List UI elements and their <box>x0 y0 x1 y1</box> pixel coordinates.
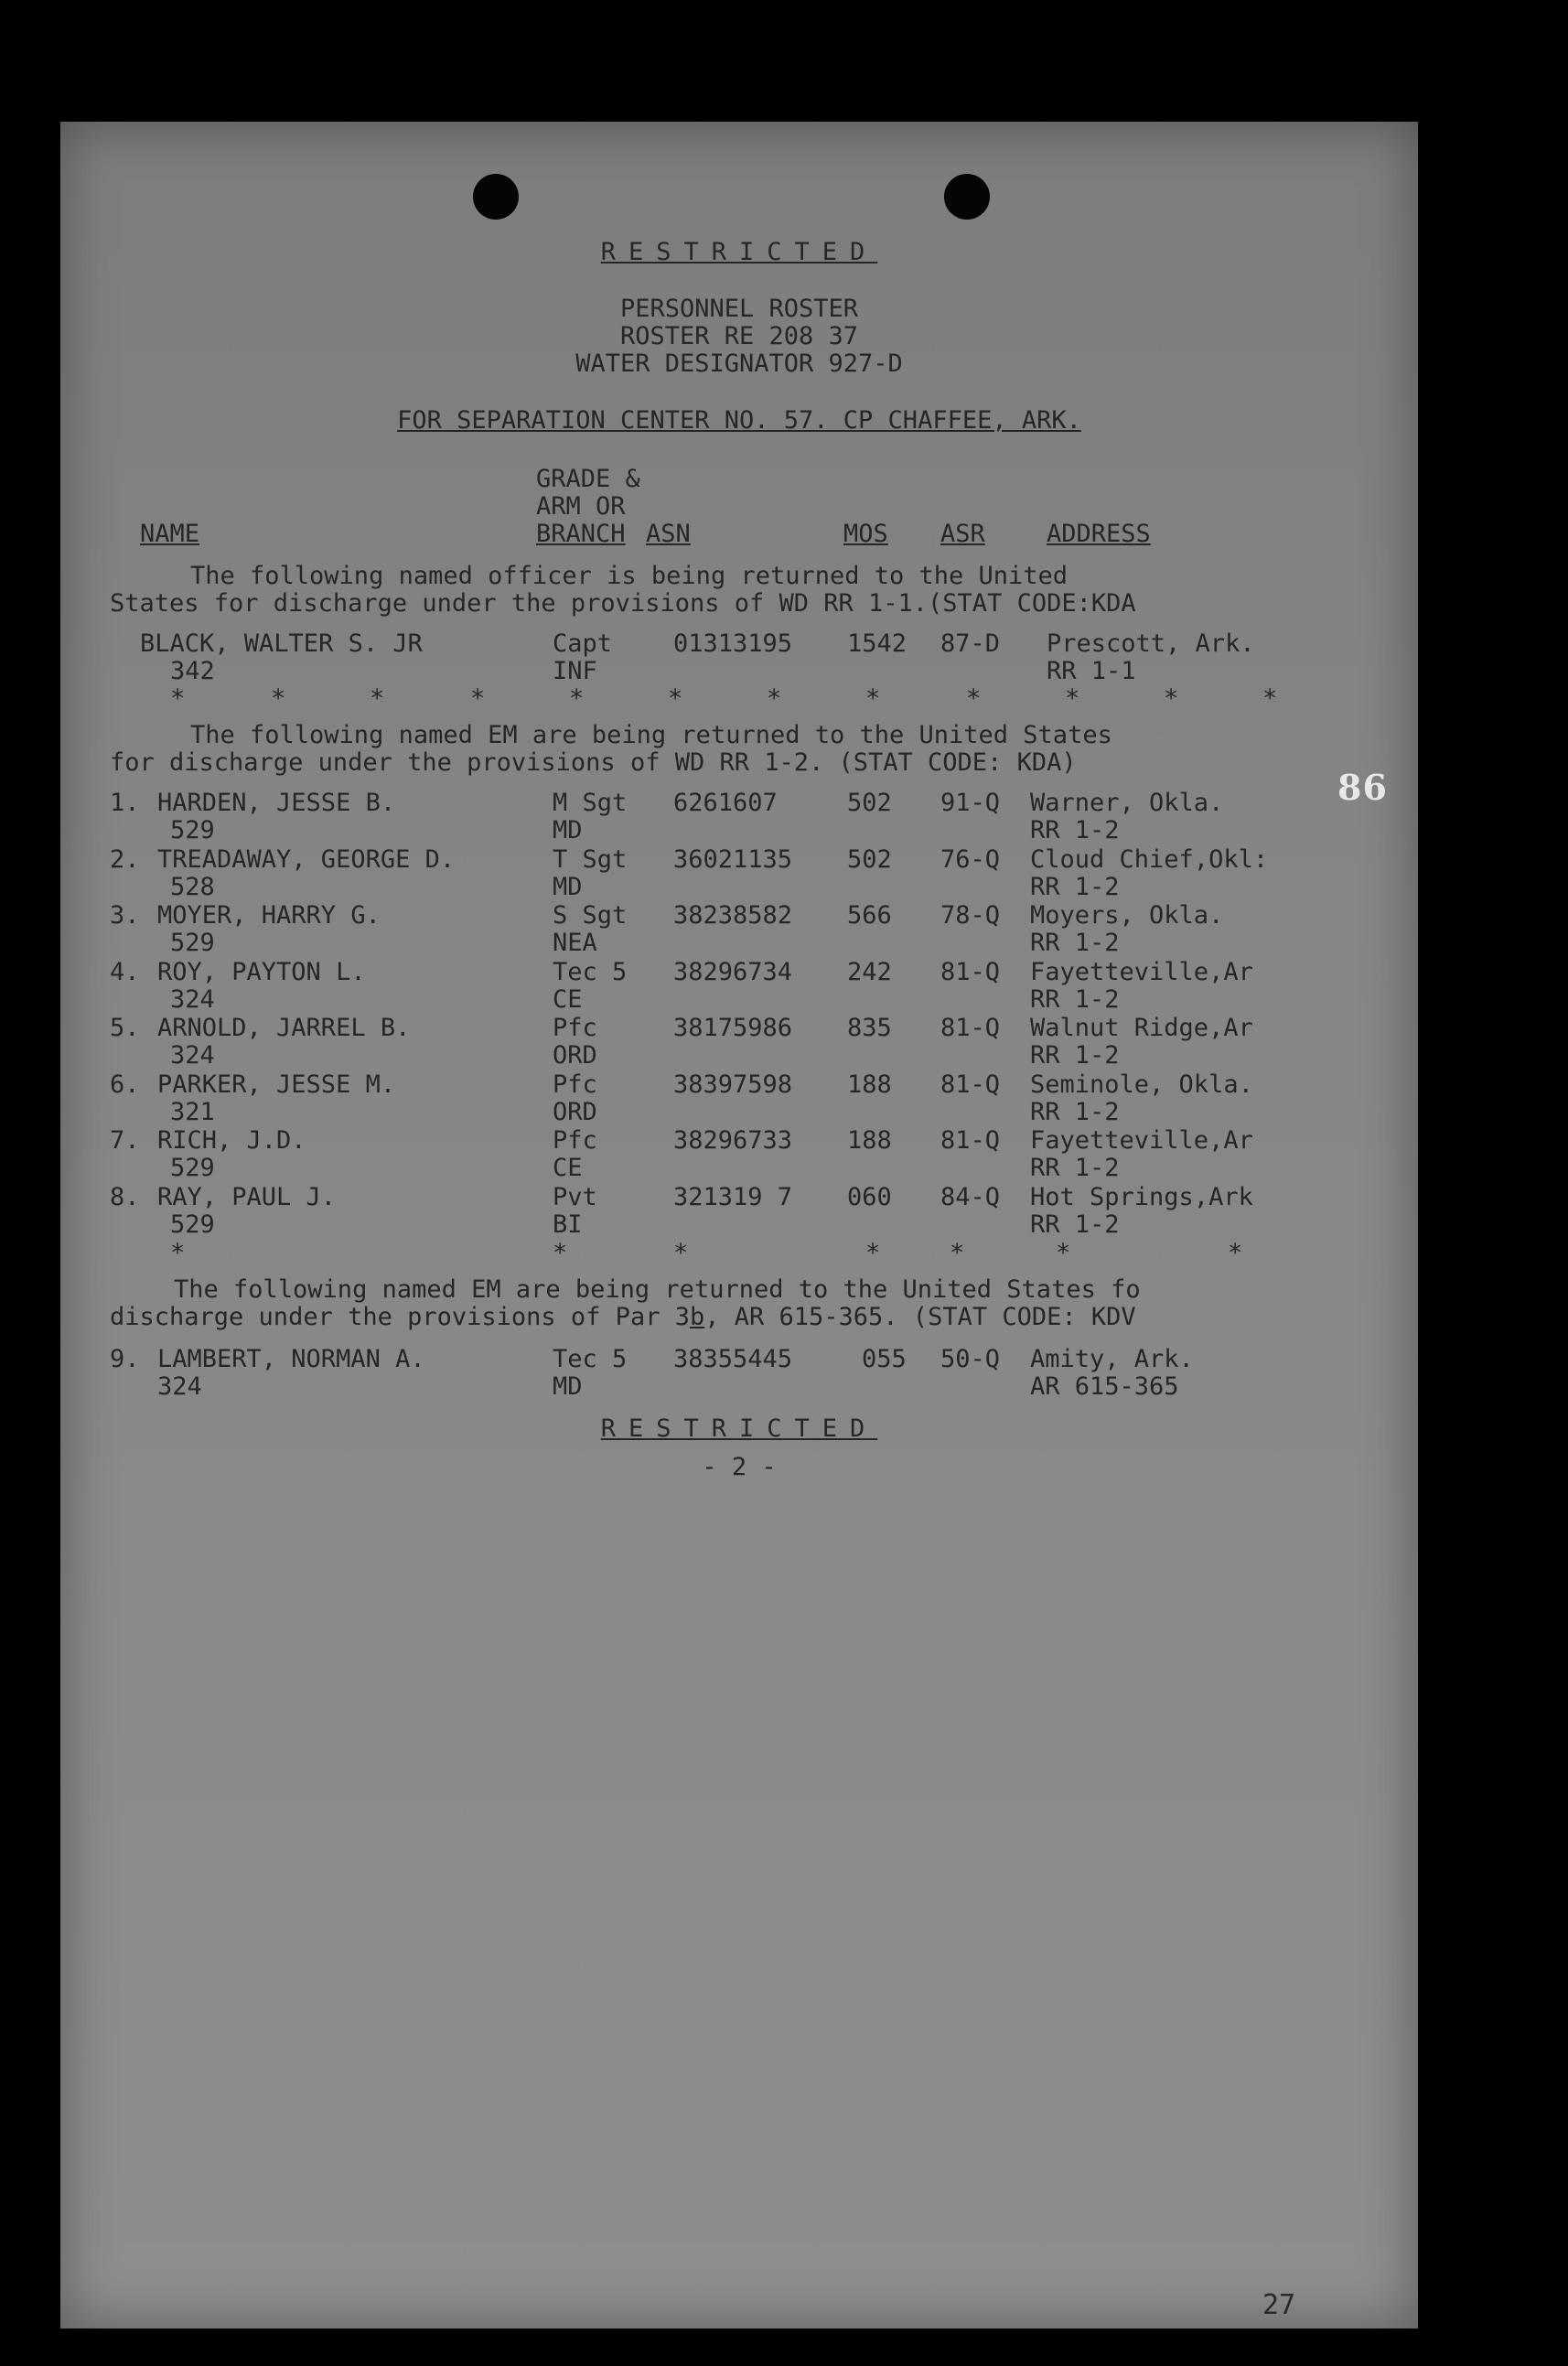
entry-name: MOYER, HARRY G. <box>157 901 381 930</box>
separator-star: * <box>966 684 982 713</box>
entry-branch: MD <box>553 1372 583 1401</box>
entry-authority: RR 1-2 <box>1030 984 1120 1014</box>
separator-star: * <box>673 1239 689 1267</box>
separator-star: * <box>1065 684 1080 713</box>
separator-star: * <box>1262 684 1278 713</box>
entry-asn: 38397598 <box>673 1070 793 1099</box>
entry-address: Fayetteville,Ar <box>1030 1126 1253 1155</box>
grade-header-1: GRADE & <box>536 465 640 493</box>
entry-mos: 188 <box>847 1126 892 1155</box>
separator-star: * <box>950 1239 965 1267</box>
em1-intro-1: The following named EM are being returned to the United States <box>190 721 1112 749</box>
entry-address: Seminole, Okla. <box>1030 1070 1253 1099</box>
entry-grade: Pfc <box>553 1070 597 1099</box>
entry-address: Prescott, Ark. <box>1047 629 1255 658</box>
separator-star: * <box>1056 1239 1071 1267</box>
destination-line: FOR SEPARATION CENTER NO. 57. CP CHAFFEE, ARK. <box>397 406 1081 435</box>
entry-asr: 81-Q <box>940 1014 1001 1042</box>
entry-mos: 055 <box>862 1345 907 1373</box>
em2-intro-2c: , AR 615-365. (STAT CODE: KDV <box>704 1303 1136 1331</box>
entry-address: Moyers, Okla. <box>1030 901 1224 930</box>
entry-asr: 78-Q <box>940 901 1001 930</box>
entry-authority: RR 1-2 <box>1030 816 1120 844</box>
entry-authority: AR 615-365 <box>1030 1372 1179 1401</box>
separator-star: * <box>170 1239 186 1267</box>
separator-star: * <box>1164 684 1179 713</box>
entry-branch: CE <box>553 1154 583 1182</box>
entry-asr: 84-Q <box>940 1182 1001 1211</box>
separator-star: * <box>865 1239 881 1267</box>
entry-branch: MD <box>553 816 583 844</box>
entry-address: Amity, Ark. <box>1030 1345 1194 1373</box>
address-header: ADDRESS <box>1047 520 1151 548</box>
entry-asr: 81-Q <box>940 1126 1001 1155</box>
entry-authority: RR 1-2 <box>1030 1154 1120 1182</box>
entry-asn: 38238582 <box>673 901 793 930</box>
em2-intro-2b: b <box>689 1303 705 1331</box>
em2-intro-1: The following named EM are being returned to the United States fo <box>174 1275 1141 1304</box>
entry-number: 4. <box>110 957 140 986</box>
classification-bottom: RESTRICTED <box>600 1414 878 1443</box>
entry-mos: 502 <box>847 789 892 817</box>
entry-branch: MD <box>553 872 583 901</box>
entry-branch: ORD <box>553 1097 597 1126</box>
officer-intro-2: States for discharge under the provisions of WD RR 1-1.(STAT CODE:KDA <box>110 589 1136 618</box>
separator-star: * <box>569 684 585 713</box>
asn-header: ASN <box>646 520 691 548</box>
entry-asn: 38175986 <box>673 1014 793 1042</box>
entry-mos: 566 <box>847 901 892 930</box>
grade-header-2: ARM OR <box>536 492 626 521</box>
entry-number: 9. <box>110 1345 140 1373</box>
separator-star: * <box>1228 1239 1243 1267</box>
entry-code: 342 <box>170 657 215 685</box>
asr-header: ASR <box>940 520 985 548</box>
entry-authority: RR 1-2 <box>1030 929 1120 957</box>
entry-name: RICH, J.D. <box>157 1126 306 1155</box>
entry-grade: Pfc <box>553 1014 597 1042</box>
entry-name: BLACK, WALTER S. JR <box>140 629 423 658</box>
entry-asn: 38355445 <box>673 1345 793 1373</box>
entry-grade: Pvt <box>553 1182 597 1211</box>
entry-grade: Pfc <box>553 1126 597 1155</box>
corner-number: 27 <box>1262 2289 1296 2321</box>
entry-authority: RR 1-2 <box>1030 872 1120 901</box>
entry-name: HARDEN, JESSE B. <box>157 789 396 817</box>
entry-grade: S Sgt <box>553 901 628 930</box>
entry-address: Walnut Ridge,Ar <box>1030 1014 1253 1042</box>
entry-grade: Tec 5 <box>553 957 628 986</box>
entry-authority: RR 1-2 <box>1030 1210 1120 1239</box>
entry-mos: 502 <box>847 844 892 874</box>
entry-authority: RR 1-2 <box>1030 1097 1120 1126</box>
entry-asr: 50-Q <box>940 1345 1001 1373</box>
entry-mos: 835 <box>847 1014 892 1042</box>
grade-header-3: BRANCH <box>536 520 626 548</box>
entry-address: Fayetteville,Ar <box>1030 957 1253 986</box>
entry-asr: 76-Q <box>940 844 1001 874</box>
separator-star: * <box>470 684 486 713</box>
roster-number: ROSTER RE 208 37 <box>619 322 859 350</box>
water-designator: WATER DESIGNATOR 927-D <box>575 350 903 378</box>
entry-mos: 1542 <box>847 629 908 658</box>
page-number: - 2 - <box>702 1453 777 1481</box>
document-body <box>60 122 1418 2328</box>
separator-star: * <box>271 684 286 713</box>
separator-star: * <box>370 684 385 713</box>
entry-authority: RR 1-1 <box>1047 657 1136 685</box>
entry-number: 8. <box>110 1182 140 1211</box>
separator-star: * <box>767 684 782 713</box>
entry-address: Hot Springs,Ark <box>1030 1182 1253 1211</box>
separator-star: * <box>865 684 881 713</box>
entry-code: 528 <box>170 872 215 901</box>
entry-number: 1. <box>110 789 140 817</box>
entry-mos: 060 <box>847 1182 892 1211</box>
entry-asn: 38296734 <box>673 957 793 986</box>
entry-code: 529 <box>170 1154 215 1182</box>
entry-authority: RR 1-2 <box>1030 1041 1120 1070</box>
entry-name: ARNOLD, JARREL B. <box>157 1014 411 1042</box>
entry-code: 529 <box>170 929 215 957</box>
entry-name: PARKER, JESSE M. <box>157 1070 396 1099</box>
entry-grade: T Sgt <box>553 844 628 874</box>
entry-asn: 6261607 <box>673 789 778 817</box>
entry-branch: ORD <box>553 1041 597 1070</box>
entry-name: TREADAWAY, GEORGE D. <box>157 844 456 874</box>
entry-name: ROY, PAYTON L. <box>157 957 366 986</box>
entry-code: 321 <box>170 1097 215 1126</box>
entry-number: 2. <box>110 844 140 874</box>
entry-code: 529 <box>170 1210 215 1239</box>
em2-intro-2a: discharge under the provisions of Par 3 <box>110 1303 690 1331</box>
name-header: NAME <box>140 520 200 548</box>
em1-intro-2: for discharge under the provisions of WD RR 1-2. (STAT CODE: KDA) <box>110 748 1077 777</box>
mos-header: MOS <box>843 520 888 548</box>
entry-asn: 01313195 <box>673 629 793 658</box>
classification-top: RESTRICTED <box>600 238 878 266</box>
entry-name: RAY, PAUL J. <box>157 1182 337 1211</box>
entry-name: LAMBERT, NORMAN A. <box>157 1345 425 1373</box>
officer-intro-1: The following named officer is being returned to the United <box>190 562 1069 590</box>
entry-number: 3. <box>110 901 140 930</box>
separator-star: * <box>553 1239 568 1267</box>
entry-asr: 81-Q <box>940 957 1001 986</box>
entry-number: 5. <box>110 1014 140 1042</box>
entry-number: 7. <box>110 1126 140 1155</box>
entry-grade: Tec 5 <box>553 1345 628 1373</box>
entry-code: 324 <box>170 1041 215 1070</box>
paper-sheet <box>60 122 1418 2328</box>
entry-branch: BI <box>553 1210 583 1239</box>
entry-grade: Capt <box>553 629 613 658</box>
entry-code: 529 <box>170 816 215 844</box>
entry-branch: NEA <box>553 929 597 957</box>
entry-branch: CE <box>553 984 583 1014</box>
em2-intro-2 <box>110 1304 1136 1331</box>
entry-asn: 38296733 <box>673 1126 793 1155</box>
entry-asr: 87-D <box>940 629 1001 658</box>
entry-asr: 81-Q <box>940 1070 1001 1099</box>
entry-code: 324 <box>170 984 215 1014</box>
entry-number: 6. <box>110 1070 140 1099</box>
entry-mos: 188 <box>847 1070 892 1099</box>
entry-mos: 242 <box>847 957 892 986</box>
entry-asr: 91-Q <box>940 789 1001 817</box>
separator-star: * <box>170 684 186 713</box>
entry-branch: INF <box>553 657 597 685</box>
roster-title: PERSONNEL ROSTER <box>619 295 859 323</box>
entry-asn: 36021135 <box>673 844 793 874</box>
entry-asn: 321319 7 <box>673 1182 793 1211</box>
entry-grade: M Sgt <box>553 789 628 817</box>
side-page-number: 86 <box>1337 767 1388 808</box>
entry-address: Warner, Okla. <box>1030 789 1224 817</box>
separator-star: * <box>668 684 683 713</box>
entry-code: 324 <box>157 1372 202 1401</box>
entry-address: Cloud Chief,Okl: <box>1030 844 1269 874</box>
